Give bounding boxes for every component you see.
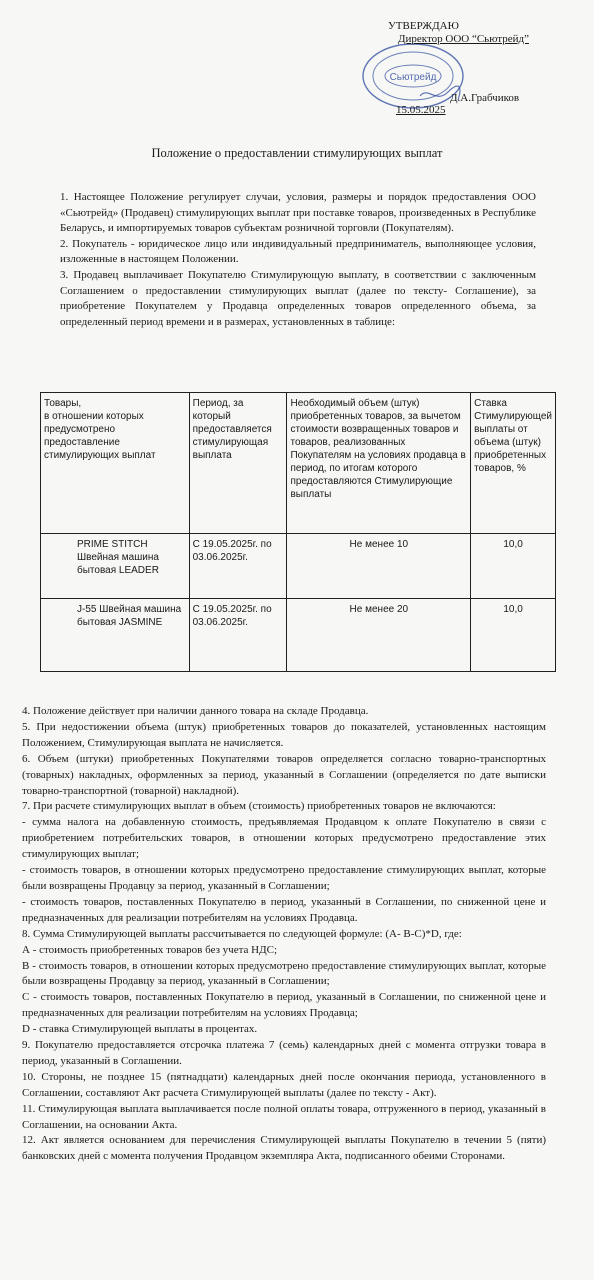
approval-date: 15.05.2025: [396, 104, 446, 116]
paragraph: 7. При расчете стимулирующих выплат в объем (стоимость) приобретенных товаров не включаются:: [22, 800, 496, 813]
table-row: [41, 599, 556, 672]
cell-period: С 19.05.2025г. по 03.06.2025г.: [189, 599, 287, 672]
cell-period: С 19.05.2025г. по 03.06.2025г.: [189, 534, 287, 599]
approval-signer-name: Д.А.Грабчиков: [450, 92, 520, 104]
approval-word: УТВЕРЖДАЮ: [388, 20, 459, 32]
cell-volume: Не менее 20: [287, 599, 471, 672]
table-row: [41, 534, 556, 599]
table-header-row: [41, 393, 556, 534]
header-volume: Необходимый объем (штук) приобретенных товаров, за вычетом стоимости возвращенных товаров и товаров, реализованных Покупателям на условиях продавца в период, по итогам которого предоставляются Стимулирующие выплаты: [287, 393, 471, 534]
paragraph: D - ставка Стимулирующей выплаты в процентах.: [22, 1023, 258, 1036]
approval-block: [388, 20, 529, 116]
header-products: Товары, в отношении которых предусмотрено предоставление стимулирующих выплат: [41, 393, 190, 534]
paragraph: 6. Объем (штуки) приобретенных Покупателями товаров определяется согласно товарно-транспортных (товарных) накладных, оформленных за период, указанный в Соглашении (определяется по дате выписки товарно-транспортной (товарной) накладной).: [22, 752, 546, 797]
paragraph: 4. Положение действует при наличии данного товара на складе Продавца.: [22, 705, 369, 717]
stamp-text: Сьютрейд: [389, 72, 437, 83]
cell-volume: Не менее 10: [287, 534, 471, 599]
cell-product: PRIME STITCH Швейная машина бытовая LEADER: [41, 534, 190, 599]
paragraph: 3. Продавец выплачивает Покупателю Стимулирующую выплату, в соответствии с заключенным Соглашением о предоставлении стимулирующих выплат (далее по тексту- Соглашение), за приобретение Покупателем у Продавца определенных товаров определенного объема, за определенный период времени и в размерах, установленных в таблице:: [60, 268, 536, 328]
paragraph: В - стоимость товаров, в отношении которых предусмотрено предоставление стимулирующих выплат, которые были возвращены Продавцу за период, указанный в Соглашении;: [22, 959, 546, 988]
paragraph: С - стоимость товаров, поставленных Покупателю в период, указанный в Соглашении, по сниженной цене и предназначенных для реализации потребителям на условиях Продавца;: [22, 991, 546, 1020]
header-period: Период, за который предоставляется стимулирующая выплата: [189, 393, 287, 534]
cell-product: J-55 Швейная машина бытовая JASMINE: [41, 599, 190, 672]
stimulus-table: [40, 392, 556, 672]
approval-position: Директор ООО “Сьютрейд”: [398, 33, 529, 45]
paragraph: 2. Покупатель - юридическое лицо или индивидуальный предприниматель, выполняющее условия, изложенные в настоящем Положении.: [60, 237, 536, 266]
paragraph: 9. Покупателю предоставляется отсрочка платежа 7 (семь) календарных дней с момента отгрузки товара в период, указанный в Соглашении.: [22, 1039, 546, 1067]
paragraph: - сумма налога на добавленную стоимость, предъявляемая Продавцом к оплате Покупателю в связи с приобретением потребительских товаров, в отношении которых предусмотрено предоставление этих стимулирующих выплат;: [22, 816, 546, 861]
paragraph: - стоимость товаров, в отношении которых предусмотрено предоставление стимулирующих выплат, которые были возвращены Продавцу за период, указанный в Соглашении;: [22, 864, 546, 892]
cell-rate: 10,0: [471, 534, 556, 599]
paragraph: 10. Стороны, не позднее 15 (пятнадцати) календарных дней после окончания периода, установленного в Соглашении, составляют Акт расчета Стимулирующей выплаты (далее по тексту - Акт).: [22, 1070, 546, 1099]
paragraph: - стоимость товаров, поставленных Покупателю в период, указанный в Соглашении, по сниженной цене и предназначенных для реализации потребителям на условиях Продавца.: [22, 895, 546, 924]
document-title: Положение о предоставлении стимулирующих выплат: [151, 146, 443, 160]
paragraph: А - стоимость приобретенных товаров без учета НДС;: [22, 943, 278, 956]
paragraphs-bottom: [22, 704, 546, 1165]
paragraph: 8. Сумма Стимулирующей выплаты рассчитывается по следующей формуле: (А- В-С)*D, где:: [22, 927, 462, 940]
header-rate: Ставка Стимулирующей выплаты от объема (штук) приобретенных товаров, %: [471, 393, 556, 534]
paragraph: 11. Стимулирующая выплата выплачивается после полной оплаты товара, отгруженного в период, указанный в Соглашении, на основании Акта.: [22, 1102, 546, 1131]
paragraphs-top: [60, 190, 536, 330]
paragraph: 1. Настоящее Положение регулирует случаи, условия, размеры и порядок предоставления ООО «Сьютрейд» (Продавец) стимулирующих выплат при поставке товаров, произведенных в Республике Беларусь, и импортируемых товаров субъектам розничной торговли (Покупателям).: [60, 191, 536, 235]
paragraph: 5. При недостижении объема (штук) приобретенных товаров до показателей, установленных настоящим Положением, Стимулирующая выплата не начисляется.: [22, 720, 546, 749]
paragraph: 12. Акт является основанием для перечисления Стимулирующей выплаты Покупателю в течении 5 (пяти) банковских дней с момента получения Продавцом экземпляра Акта, подписанного обеими Сторонами.: [22, 1134, 546, 1163]
cell-rate: 10,0: [471, 599, 556, 672]
